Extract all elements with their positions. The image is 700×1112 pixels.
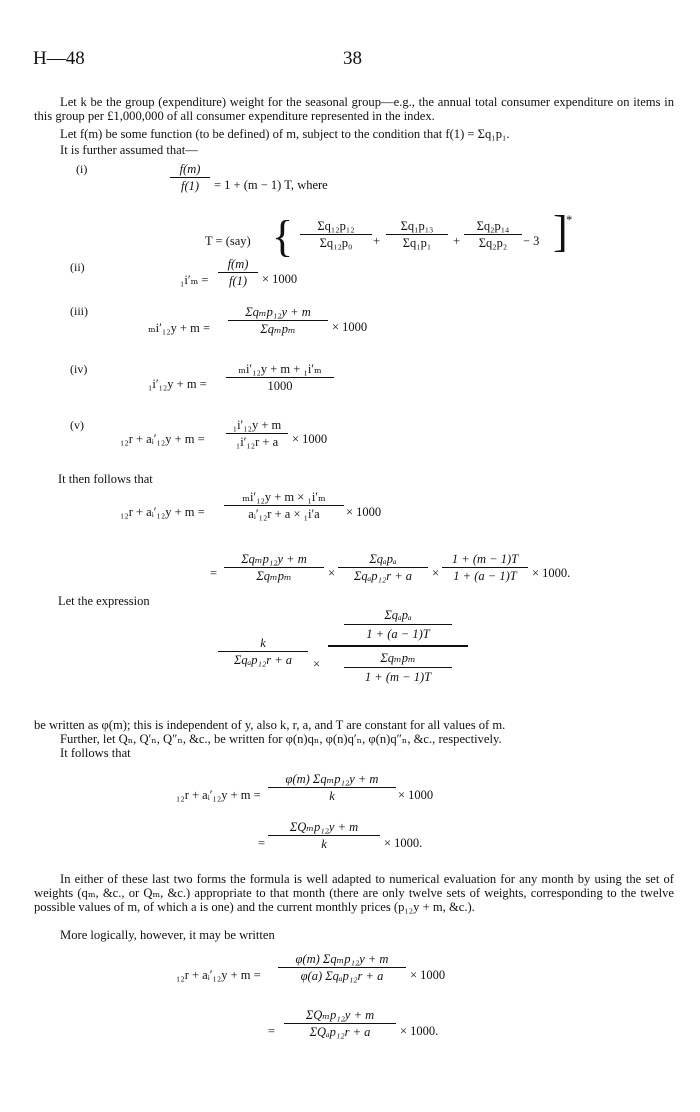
left-brace: { xyxy=(272,212,294,261)
formula-iii-lhs: ₘi′₁₂y + m = xyxy=(148,321,211,335)
follows-text: It then follows that xyxy=(58,472,153,486)
result2-lhs: ₁₂r + aᵢ′₁₂y + m = xyxy=(176,968,261,982)
result2-tail: × 1000 xyxy=(410,968,446,982)
follows-frac-1: Σqₘp₁₂y + m Σqₘpₘ xyxy=(224,552,324,583)
after-line-1: be written as φ(m); this is independent of y, also k, r, a, and T are constant for all values of m. xyxy=(34,718,506,732)
after-line-2: Further, let Qₙ, Q′ₙ, Q″ₙ, &c., be written for φ(n)qₙ, φ(n)q′ₙ, φ(n)q″ₙ, &c., respectively. xyxy=(60,732,502,746)
formula-ii-tail: × 1000 xyxy=(262,272,298,286)
expression-left-fraction: k Σqₐp₁₂r + a xyxy=(218,636,308,667)
follows-fraction: ₘi′₁₂y + m × ₁i′ₘ aᵢ′₁₂r + a × ₁i′a xyxy=(224,490,344,521)
main-fraction-bar xyxy=(328,645,468,647)
right-bracket: ] xyxy=(553,207,568,256)
assumption-label-iv: (iv) xyxy=(70,362,88,376)
result2-fraction: φ(m) Σqₘp₁₂y + m φ(a) Σqₐp₁₂r + a xyxy=(278,952,406,983)
follows-frac-2: Σqₐpₐ Σqₐp₁₂r + a xyxy=(338,552,428,583)
intro-paragraph-3: It is further assumed that— xyxy=(60,143,198,157)
formula-iv-lhs: ₁i′₁₂y + m = xyxy=(148,377,207,391)
follows-tail-2: × 1000. xyxy=(532,566,571,580)
result1-tail: × 1000 xyxy=(398,788,434,802)
formula-T-frac-1: Σq₁₂p₁₂ Σq₁₂p₀ xyxy=(300,219,372,250)
plus-sign: + xyxy=(373,234,381,248)
formula-i-fraction: f(m) f(1) xyxy=(170,162,210,193)
formula-v-tail: × 1000 xyxy=(292,432,328,446)
formula-T-frac-2: Σq₁p₁₃ Σq₁p₁ xyxy=(386,219,448,250)
formula-v-lhs: ₁₂r + aᵢ′₁₂y + m = xyxy=(120,432,205,446)
formula-iv-fraction: ₘi′₁₂y + m + ₁i′ₘ 1000 xyxy=(226,362,334,393)
after-line-3: It follows that xyxy=(60,746,131,760)
formula-iii-fraction: Σqₘp₁₂y + m Σqₘpₘ xyxy=(228,305,328,336)
page-number: 38 xyxy=(343,48,362,69)
formula-ii-lhs: ₁i′ₘ = xyxy=(180,273,209,287)
closing-more: More logically, however, it may be written xyxy=(60,928,275,942)
formula-T-lhs: T = (say) xyxy=(205,234,251,248)
result2-fraction-2: ΣQₘp₁₂y + m ΣQₐp₁₂r + a xyxy=(284,1008,396,1039)
expression-top-den: 1 + (a − 1)T xyxy=(366,627,430,641)
result2-tail-2: × 1000. xyxy=(400,1024,439,1038)
intro-paragraph-2: Let f(m) be some function (to be defined) of m, subject to the condition that f(1) = Σq₁p₁. xyxy=(60,127,510,141)
formula-iii-tail: × 1000 xyxy=(332,320,368,334)
result1-fraction-2: ΣQₘp₁₂y + m k xyxy=(268,820,380,851)
follows-tail: × 1000 xyxy=(346,505,382,519)
closing-paragraph: In either of these last two forms the formula is well adapted to numerical evaluation for any month by using the set of weights (qₘ, &c., or Qₘ, &c.) appropriate to that month (there are only twelve sets of weights, corresponding to the twelve possible values of m, of which a is one) and the current monthly prices (p₁₂y + m, &c.). xyxy=(34,872,674,914)
formula-v-fraction: ₁i′₁₂y + m ₁i′₁₂r + a xyxy=(226,418,288,449)
equals-sign: = xyxy=(210,566,218,580)
page-code: H—48 xyxy=(33,48,85,69)
times-sign: × xyxy=(432,566,440,580)
assumption-label-iii: (iii) xyxy=(70,304,88,318)
follows-frac-3: 1 + (m − 1)T 1 + (a − 1)T xyxy=(442,552,528,583)
inner-fraction-bar xyxy=(344,667,452,668)
expression-compound-fraction xyxy=(328,608,468,684)
plus-sign: + xyxy=(453,234,461,248)
follows-lhs: ₁₂r + aᵢ′₁₂y + m = xyxy=(120,505,205,519)
formula-T-frac-3: Σq₂p₁₄ Σq₂p₂ xyxy=(464,219,522,250)
expression-bot-den: 1 + (m − 1)T xyxy=(364,670,432,684)
intro-paragraph-1: Let k be the group (expenditure) weight for the seasonal group—e.g., the annual total consumer expenditure on items in this group per £1,000,000 of all consumer expenditure represented in the index. xyxy=(34,95,674,123)
result1-lhs: ₁₂r + aᵢ′₁₂y + m = xyxy=(176,788,261,802)
result1-fraction: φ(m) Σqₘp₁₂y + m k xyxy=(268,772,396,803)
equals-sign: = xyxy=(258,836,266,850)
expression-text: Let the expression xyxy=(58,594,150,608)
footnote-star: * xyxy=(566,213,573,227)
assumption-label-v: (v) xyxy=(70,418,84,432)
times-sign: × xyxy=(328,566,336,580)
result1-tail-2: × 1000. xyxy=(384,836,423,850)
expression-bot-num: Σqₘpₘ xyxy=(380,651,416,665)
formula-i-rhs: = 1 + (m − 1) T, where xyxy=(214,178,328,192)
assumption-label-ii: (ii) xyxy=(70,260,85,274)
inner-fraction-bar xyxy=(344,624,452,625)
formula-ii-fraction: f(m) f(1) xyxy=(218,257,258,288)
expression-top-num: Σqₐpₐ xyxy=(384,608,412,622)
minus-three: − 3 xyxy=(523,234,540,248)
times-sign: × xyxy=(313,657,321,671)
assumption-label-i: (i) xyxy=(76,162,88,176)
equals-sign: = xyxy=(268,1024,276,1038)
